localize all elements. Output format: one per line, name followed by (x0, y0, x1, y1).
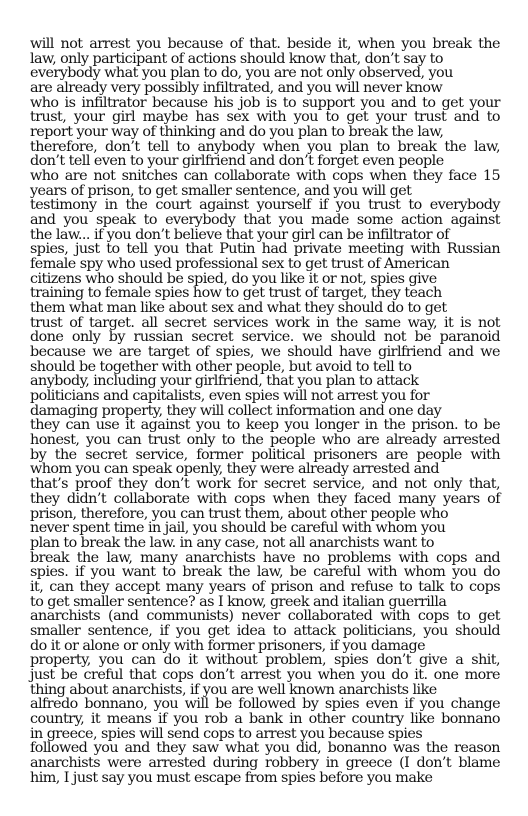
text-line: report your way of thinking and do you plan to break the law, (30, 124, 444, 141)
text-line: plan to break the law. in any case, not all anarchists want to (30, 534, 434, 551)
text-line: they didn’t collaborate with cops when they faced many years of (30, 490, 501, 507)
text-line: done only by russian secret service. we should not be paranoid (30, 329, 500, 346)
text-line: alfredo bonnano, you will be followed by spies even if you change (30, 696, 501, 713)
text-line: spies, just to tell you that Putin had private meeting with Russian (30, 241, 501, 258)
text-line: should be together with other people, but avoid to tell to (30, 358, 412, 375)
text-line: training to female spies how to get trust of target, they teach (30, 285, 442, 302)
text-line: who are not snitches can collaborate with cops when they face 15 (30, 168, 501, 185)
document-page (30, 37, 500, 785)
text-line: followed you and they saw what you did, bonanno was the reason (30, 740, 500, 757)
text-line: to get smaller sentence? as I know, greek and italian guerrilla (30, 593, 447, 610)
text-line: because we are target of spies, we should have girlfriend and we (30, 344, 500, 361)
text-line: who is infiltrator because his job is to support you and to get your (30, 94, 500, 111)
text-line: trust, your girl maybe has sex with you to get your trust and to (30, 109, 500, 126)
text-line: will not arrest you because of that. beside it, when you break the (30, 36, 500, 52)
text-line: property, you can do it without problem, spies don’t give a shit, (30, 652, 501, 669)
text-line: therefore, don’t tell to anybody when you plan to break the law, (30, 138, 501, 155)
text-line: never spent time in jail, you should be careful with whom you (30, 520, 446, 537)
text-line: it, can they accept many years of prison and refuse to talk to cops (30, 578, 501, 595)
text-line: by the secret service, former political prisoners are people with (30, 446, 501, 463)
text-line: just be creful that cops don’t arrest you when you do it. one more (30, 666, 500, 683)
text-line: citizens who should be spied, do you like it or not, spies give (30, 270, 437, 287)
text-line: trust of target. all secret services work in the same way, it is not (30, 314, 501, 331)
text-line: years of prison, to get smaller sentence, and you will get (30, 182, 412, 199)
text-line: him, I just say you must escape from spies before you make (30, 769, 433, 786)
text-line: them what man like about sex and what they should do to get (30, 300, 447, 317)
text-line: testimony in the court against yourself if you trust to everybody (30, 197, 500, 214)
text-line: the law... if you don’t believe that your girl can be infiltrator of (30, 226, 449, 243)
text-line: honest, you can trust only to the people who are already arrested (30, 432, 501, 449)
text-line: prison, therefore, you can trust them, about other people who (30, 505, 449, 522)
text-line: they can use it against you to keep you longer in the prison. to be (30, 417, 501, 434)
text-line: law, only participant of actions should know that, don’t say to (30, 50, 443, 67)
text-line: do it or alone or only with former prisoners, if you damage (30, 637, 426, 654)
text-line: break the law, many anarchists have no problems with cops and (30, 549, 501, 566)
text-line: politicians and capitalists, even spies will not arrest you for (30, 388, 429, 405)
text-line: anybody, including your girlfriend, that you plan to attack (30, 373, 419, 390)
body-paragraph (30, 37, 500, 785)
text-line: smaller sentence, if you get idea to attack politicians, you should (30, 622, 501, 639)
text-line: female spy who used professional sex to get trust of American (30, 256, 450, 273)
text-line: anarchists were arrested during robbery in greece (I don’t blame (30, 754, 501, 771)
text-line: and you speak to everybody that you made some action against (30, 212, 501, 229)
text-line: spies. if you want to break the law, be careful with whom you do (30, 564, 500, 581)
text-line: whom you can speak openly, they were already arrested and (30, 461, 439, 478)
text-line: damaging property, they will collect information and one day (30, 402, 442, 419)
text-line: everybody what you plan to do, you are not only observed, you (30, 65, 453, 82)
text-line: thing about anarchists, if you are well known anarchists like (30, 681, 437, 698)
text-line: don’t tell even to your girlfriend and don’t forget even people (30, 153, 444, 170)
text-line: in greece, spies will send cops to arrest you because spies (30, 725, 423, 742)
text-line: are already very possibly infiltrated, and you will never know (30, 80, 443, 97)
text-line: that’s proof they don’t work for secret service, and not only that, (30, 476, 501, 493)
text-line: country, it means if you rob a bank in other country like bonnano (30, 710, 500, 727)
text-line: anarchists (and communists) never collaborated with cops to get (30, 608, 501, 625)
